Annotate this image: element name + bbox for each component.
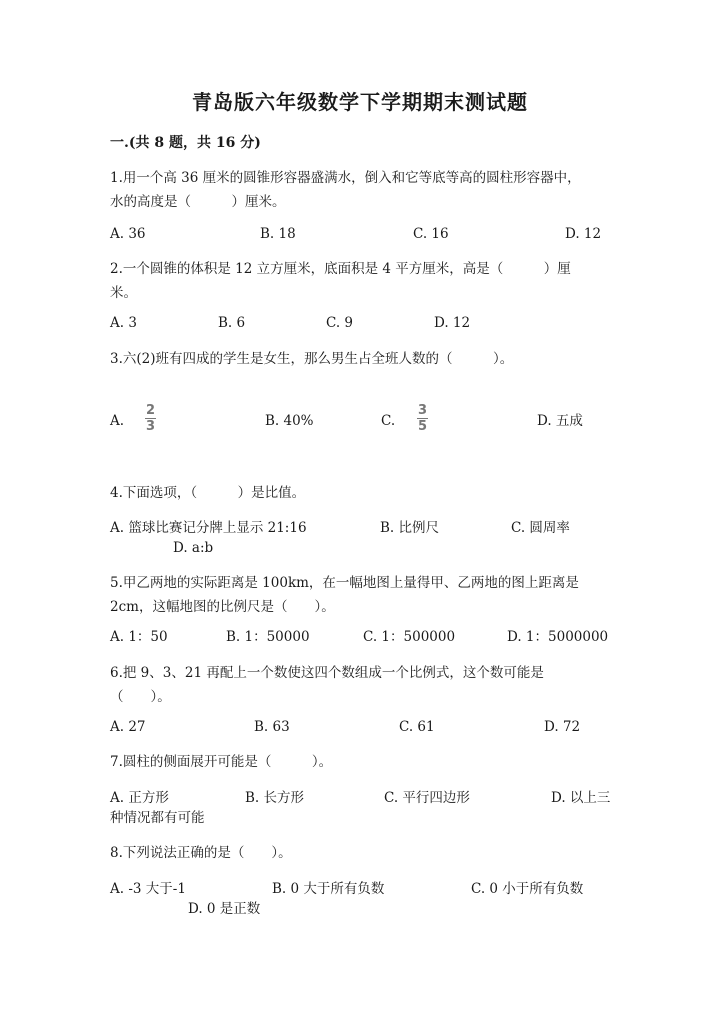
question-text: （ ）。 (110, 689, 171, 705)
question-5 (110, 571, 610, 619)
question-text: 8.下列说法正确的是（ ）。 (110, 845, 292, 861)
question-text: 7.圆柱的侧面展开可能是（ ）。 (110, 754, 333, 770)
page-title: 青岛版六年级数学下学期期末测试题 (192, 90, 528, 114)
fraction-numerator: 2 (145, 403, 156, 418)
option-d: D. 以上三 (551, 790, 611, 806)
option-c: C. 平行四边形 (384, 790, 470, 806)
question-6 (110, 661, 610, 709)
option-a: A. 27 (110, 719, 146, 735)
option-c: C. 1：500000 (363, 629, 456, 645)
option-d: D. 五成 (537, 413, 583, 429)
option-a: A. 正方形 (110, 790, 169, 806)
option-d: D. 72 (544, 719, 581, 735)
option-c: C. (381, 413, 396, 429)
fraction-numerator: 3 (417, 403, 428, 418)
question-text: 1.用一个高 36 厘米的圆锥形容器盛满水，倒入和它等底等高的圆柱形容器中， (110, 170, 581, 186)
fraction-option-a (145, 404, 156, 433)
question-1 (110, 166, 610, 214)
option-a: A. 1：50 (110, 629, 168, 645)
option-d: D. 1：5000000 (507, 629, 609, 645)
option-b: B. 40% (265, 413, 314, 429)
option-a: A. -3 大于-1 (110, 881, 186, 897)
option-d: D. a:b (173, 540, 214, 556)
fraction-option-c (417, 404, 428, 433)
question-text: 5.甲乙两地的实际距离是 100km，在一幅地图上量得甲、乙两地的图上距离是 (110, 575, 579, 591)
option-c: C. 16 (413, 226, 449, 242)
option-b: B. 长方形 (245, 790, 305, 806)
question-8 (110, 841, 610, 865)
option-a: A. 篮球比赛记分牌上显示 21:16 (110, 520, 307, 536)
option-b: B. 6 (218, 315, 246, 331)
option-c: C. 61 (399, 719, 435, 735)
question-text: 米。 (110, 285, 137, 301)
fraction-denominator: 5 (417, 419, 428, 434)
question-text: 3.六(2)班有四成的学生是女生，那么男生占全班人数的（ ）。 (110, 351, 514, 367)
question-4 (110, 481, 610, 505)
option-b: B. 比例尺 (380, 520, 440, 536)
option-c: C. 9 (326, 315, 354, 331)
question-2 (110, 257, 610, 305)
option-d: D. 12 (434, 315, 471, 331)
option-c: C. 0 小于所有负数 (471, 881, 584, 897)
option-b: B. 63 (254, 719, 290, 735)
option-d-continued: 种情况都有可能 (110, 810, 205, 826)
question-text: 2cm，这幅地图的比例尺是（ ）。 (110, 599, 335, 615)
question-3 (110, 347, 610, 371)
option-a: A. (110, 413, 125, 429)
question-7 (110, 750, 610, 774)
fraction-denominator: 3 (145, 419, 156, 434)
option-b: B. 18 (260, 226, 296, 242)
question-text: 6.把 9、3、21 再配上一个数使这四个数组成一个比例式，这个数可能是 (110, 665, 544, 681)
option-b: B. 0 大于所有负数 (272, 881, 385, 897)
section-header: 一.(共 8 题，共 16 分) (110, 135, 261, 151)
option-c: C. 圆周率 (511, 520, 570, 536)
option-a: A. 36 (110, 226, 146, 242)
option-d: D. 0 是正数 (188, 901, 261, 917)
option-b: B. 1：50000 (226, 629, 310, 645)
question-text: 4.下面选项，（ ）是比值。 (110, 485, 306, 501)
option-a: A. 3 (110, 315, 137, 331)
option-d: D. 12 (565, 226, 602, 242)
question-text: 水的高度是（ ）厘米。 (110, 194, 286, 210)
question-text: 2.一个圆锥的体积是 12 立方厘米，底面积是 4 平方厘米，高是（ ）厘 (110, 261, 571, 277)
